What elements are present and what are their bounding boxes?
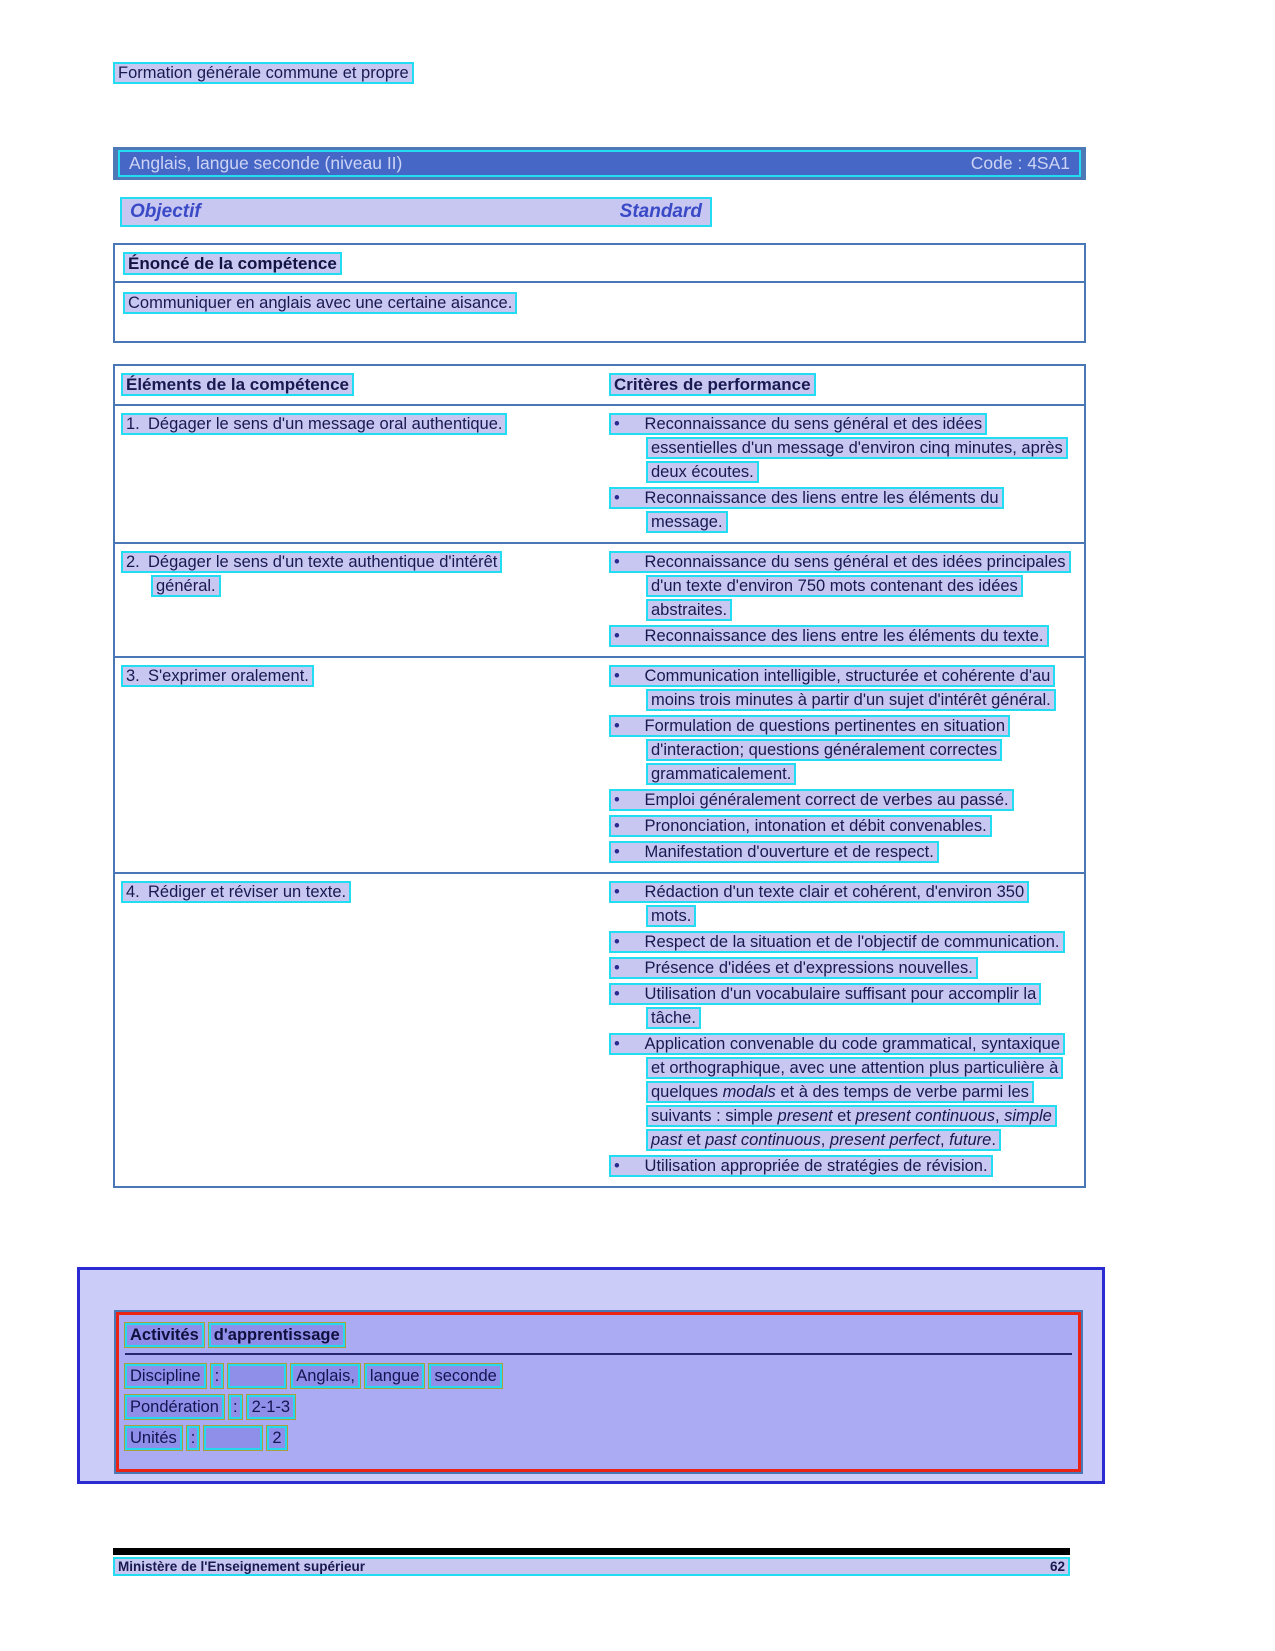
activities-divider <box>125 1353 1072 1355</box>
enonce-body-text: Communiquer en anglais avec une certaine aisance. <box>123 292 517 314</box>
criterion-text: • Prononciation, intonation et débit convenables. <box>609 815 992 837</box>
criterion-item <box>609 714 1071 786</box>
criteria-cell <box>609 880 1078 1180</box>
criterion-text: • Respect de la situation et de l'objectif de communication. <box>609 931 1065 953</box>
element-cell <box>121 412 609 536</box>
criterion-text: • Emploi généralement correct de verbes au passé. <box>609 789 1014 811</box>
table-row-2 <box>115 542 1084 656</box>
element-hang <box>121 550 523 598</box>
criterion-item <box>609 664 1071 712</box>
field-label: Unités <box>125 1426 182 1450</box>
field-value-word: seconde <box>429 1364 501 1388</box>
header-highlight-box <box>118 150 1081 177</box>
page-category-text: Formation générale commune et propre <box>113 62 414 84</box>
italic-term: present <box>777 1107 833 1125</box>
italic-term: present continuous <box>855 1107 995 1125</box>
criterion-text: • Utilisation appropriée de stratégies de révision. <box>609 1155 993 1177</box>
element-number: 1. <box>126 415 140 433</box>
element-number: 2. <box>126 553 140 571</box>
element-hang <box>121 664 523 688</box>
italic-term: modals <box>722 1083 776 1101</box>
column-header-criteres-text: Critères de performance <box>609 373 816 396</box>
criterion-item <box>609 624 1071 648</box>
activities-heading-word: Activités <box>125 1323 204 1347</box>
enonce-box <box>113 243 1086 343</box>
footer-bar <box>113 1557 1070 1576</box>
criterion-item <box>609 814 1071 838</box>
field-value-word: 2-1-3 <box>247 1395 296 1419</box>
course-code: Code : 4SA1 <box>970 153 1070 173</box>
criterion-item <box>609 840 1071 864</box>
standard-label: Standard <box>619 201 702 222</box>
field-colon: : <box>229 1395 242 1419</box>
criterion-item <box>609 788 1071 812</box>
activities-box <box>114 1310 1083 1474</box>
criteria-cell <box>609 550 1078 650</box>
criterion-item <box>609 550 1071 622</box>
criterion-text: • Manifestation d'ouverture et de respect. <box>609 841 939 863</box>
activities-heading <box>125 1323 1072 1347</box>
field-value-word: Anglais, <box>291 1364 360 1388</box>
criterion-text: • Reconnaissance des liens entre les éléments du texte. <box>609 625 1049 647</box>
italic-term: simple past <box>651 1107 1052 1149</box>
section-bar <box>120 197 712 227</box>
footer-highlight-box <box>113 1557 1070 1576</box>
element-text: 4. Rédiger et réviser un texte. <box>121 881 351 903</box>
page-category-label <box>113 64 414 83</box>
enonce-heading: Énoncé de la compétence <box>123 252 342 275</box>
enonce-heading-row <box>115 245 1084 283</box>
activity-field-row <box>125 1426 1072 1450</box>
italic-term: future <box>949 1131 992 1149</box>
criterion-item <box>609 880 1071 928</box>
criterion-item <box>609 956 1071 980</box>
field-label: Discipline <box>125 1364 206 1388</box>
element-text: 3. S'exprimer oralement. <box>121 665 314 687</box>
table-body <box>115 404 1084 1186</box>
table-header-row <box>115 366 1084 404</box>
element-text: 2. Dégager le sens d'un texte authentique d'intérêt général. <box>121 551 502 597</box>
criterion-item <box>609 412 1071 484</box>
criterion-text: • Présence d'idées et d'expressions nouvelles. <box>609 957 978 979</box>
element-cell <box>121 550 609 650</box>
document-header-bar <box>113 147 1086 180</box>
field-label: Pondération <box>125 1395 224 1419</box>
criterion-item <box>609 930 1071 954</box>
table-row-4 <box>115 872 1084 1186</box>
element-text: 1. Dégager le sens d'un message oral authentique. <box>121 413 507 435</box>
criterion-text: • Reconnaissance des liens entre les éléments du message. <box>609 487 1004 533</box>
criterion-text: • Application convenable du code grammatical, syntaxique et orthographique, avec une attention plus particulière à quelques modals et à des temps de verbe parmi les suivants : simple present et present continuous, simple past et past continuous, present perfect, future. <box>609 1033 1065 1151</box>
table-row-3 <box>115 656 1084 872</box>
field-spacer-box <box>228 1364 286 1388</box>
criterion-item <box>609 1154 1071 1178</box>
footer-page-number: 62 <box>1049 1559 1065 1574</box>
field-colon: : <box>211 1364 224 1388</box>
objectif-label: Objectif <box>130 201 201 222</box>
competence-table <box>113 364 1086 1188</box>
criterion-text: • Rédaction d'un texte clair et cohérent, d'environ 350 mots. <box>609 881 1029 927</box>
element-hang <box>121 880 523 904</box>
criterion-text: • Formulation de questions pertinentes en situation d'interaction; questions généralement correctes grammaticalement. <box>609 715 1010 785</box>
element-cell <box>121 880 609 1180</box>
criteria-cell <box>609 412 1078 536</box>
field-spacer-box <box>204 1426 262 1450</box>
criterion-text: • Reconnaissance du sens général et des idées principales d'un texte d'environ 750 mots contenant des idées abstraites. <box>609 551 1071 621</box>
element-hang <box>121 412 523 436</box>
criteria-cell <box>609 664 1078 866</box>
criterion-text: • Communication intelligible, structurée et cohérente d'au moins trois minutes à partir d'un sujet d'intérêt général. <box>609 665 1056 711</box>
element-number: 4. <box>126 883 140 901</box>
field-colon: : <box>187 1426 200 1450</box>
column-header-elements <box>121 375 609 395</box>
enonce-body-row <box>115 283 531 324</box>
annotation-overlay <box>77 1267 1105 1484</box>
element-cell <box>121 664 609 866</box>
italic-term: present perfect <box>829 1131 940 1149</box>
field-value-word: 2 <box>267 1426 286 1450</box>
field-value-word: langue <box>365 1364 425 1388</box>
footer-text: Ministère de l'Enseignement supérieur <box>118 1559 366 1574</box>
column-header-criteres <box>609 375 816 395</box>
activity-field-row <box>125 1395 1072 1419</box>
activities-fields <box>125 1364 1072 1450</box>
criterion-text: • Reconnaissance du sens général et des idées essentielles d'un message d'environ cinq minutes, après deux écoutes. <box>609 413 1068 483</box>
table-row-1 <box>115 404 1084 542</box>
criterion-item <box>609 1032 1071 1152</box>
column-header-elements-text: Éléments de la compétence <box>121 373 354 396</box>
criterion-item <box>609 982 1071 1030</box>
activity-field-row <box>125 1364 1072 1388</box>
activities-heading-word: d'apprentissage <box>209 1323 345 1347</box>
activities-red-frame <box>116 1312 1081 1472</box>
course-title: Anglais, langue seconde (niveau II) <box>129 153 403 173</box>
criterion-item <box>609 486 1071 534</box>
criterion-text: • Utilisation d'un vocabulaire suffisant pour accomplir la tâche. <box>609 983 1041 1029</box>
element-number: 3. <box>126 667 140 685</box>
italic-term: past continuous <box>705 1131 821 1149</box>
footer-rule <box>113 1548 1070 1555</box>
